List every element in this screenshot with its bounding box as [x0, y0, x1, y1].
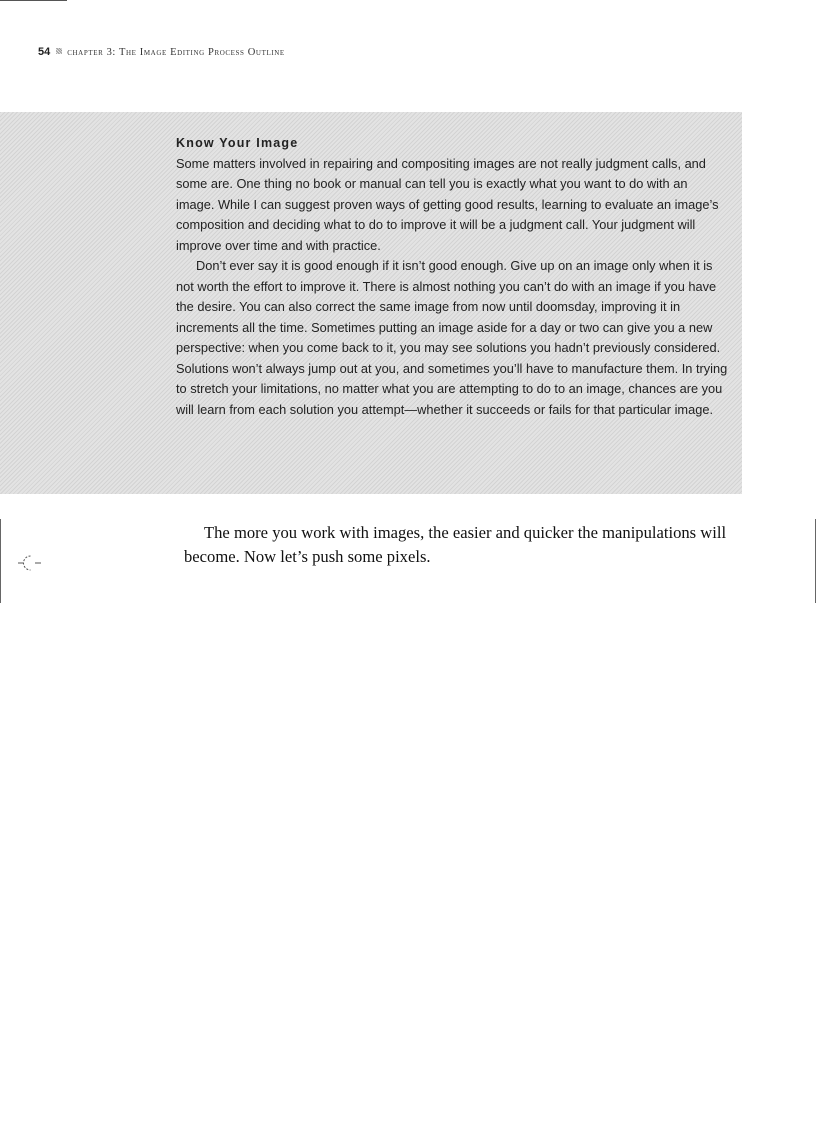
margin-rule-left [0, 519, 1, 603]
separator-square-icon [56, 48, 62, 54]
crop-mark-top [0, 0, 67, 1]
registration-mark-icon [18, 553, 42, 573]
sidebar-heading: Know Your Image [176, 136, 299, 150]
sidebar-box [0, 112, 742, 494]
sidebar-paragraph: Some matters involved in repairing and compositing images are not really judgment calls, and some are. One thing no book or manual can tell you is exactly what you want to do with an image. While I can suggest proven ways of getting good results, learning to evaluate an image’s composition and deciding what to do to improve it will be a judgment call. Your judgment will improve over time and with practice. [176, 155, 719, 253]
body-paragraph: The more you work with images, the easier and quicker the manipulations will become. Now let’s push some pixels. [184, 523, 727, 566]
page-number: 54 [38, 46, 51, 58]
sidebar-content [176, 133, 728, 420]
chapter-title: chapter 3: The Image Editing Process Outline [67, 47, 285, 58]
sidebar-paragraph: Don’t ever say it is good enough if it isn’t good enough. Give up on an image only when it is not worth the effort to improve it. There is almost nothing you can’t do with an image if you have the desire. You can also correct the same image from now until doomsday, improving it in increments all the time. Sometimes putting an image aside for a day or two can give you a new perspective: when you come back to it, you may see solutions you hadn’t previously considered. Solutions won’t always jump out at you, and sometimes you’ll have to manufacture them. In trying to stretch your limitations, no matter what you are attempting to do to an image, chances are you will learn from each solution you attempt—whether it succeeds or fails for that particular image. [176, 258, 728, 417]
running-head [38, 46, 285, 58]
